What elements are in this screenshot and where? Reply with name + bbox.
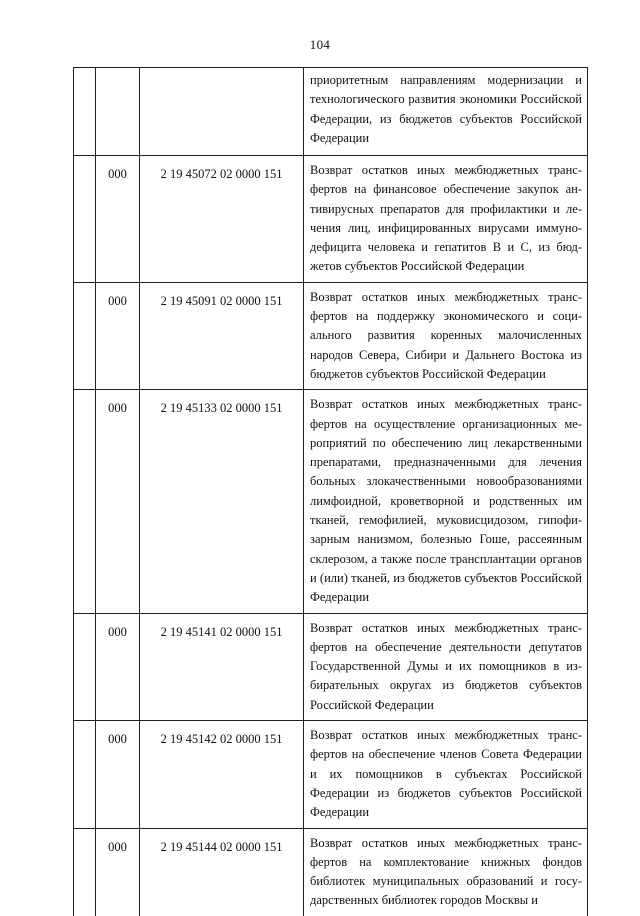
- budget-codes-table: [73, 67, 588, 916]
- budget-code-cell: [140, 68, 304, 156]
- admin-code-cell: 000: [96, 282, 140, 389]
- budget-code-cell: 2 19 45072 02 0000 151: [140, 156, 304, 283]
- admin-code-cell: 000: [96, 828, 140, 916]
- description-cell: Возврат остатков иных межбюджетных трансфертов на финансовое обеспечение закупок антивирусных препаратов для профилактики и лечения лиц, инфицированных вирусами иммунодефицита человека и гепатитов В и С, из бюджетов субъектов Российской Федерации: [304, 156, 588, 283]
- margin-cell: [74, 721, 96, 828]
- table-row: [74, 282, 588, 389]
- admin-code-cell: 000: [96, 721, 140, 828]
- budget-code-cell: 2 19 45091 02 0000 151: [140, 282, 304, 389]
- description-cell: Возврат остатков иных межбюджетных трансфертов на поддержку экономического и социального развития коренных малочисленных народов Севера, Сибири и Дальнего Востока из бюджетов субъектов Российской Федерации: [304, 282, 588, 389]
- admin-code-cell: 000: [96, 613, 140, 720]
- margin-cell: [74, 613, 96, 720]
- description-cell: Возврат остатков иных межбюджетных трансфертов на обеспечение членов Совета Федерации и их помощников в субъектах Российской Федерации из бюджетов субъектов Российской Федерации: [304, 721, 588, 828]
- table-row: [74, 721, 588, 828]
- description-cell: Возврат остатков иных межбюджетных трансфертов на комплектование книжных фондов библиотек муниципальных образований и государственных библиотек городов Москвы и: [304, 828, 588, 916]
- description-cell: Возврат остатков иных межбюджетных трансфертов на обеспечение деятельности депутатов Государственной Думы и их помощников в избирательных округах из бюджетов субъектов Российской Федерации: [304, 613, 588, 720]
- table-row: [74, 613, 588, 720]
- table-row: [74, 390, 588, 613]
- table-row: [74, 156, 588, 283]
- budget-code-cell: 2 19 45144 02 0000 151: [140, 828, 304, 916]
- margin-cell: [74, 68, 96, 156]
- admin-code-cell: 000: [96, 390, 140, 613]
- margin-cell: [74, 828, 96, 916]
- description-cell: Возврат остатков иных межбюджетных трансфертов на осуществление организационных мероприятий по обеспечению лиц лекарственными препаратами, предназначенными для лечения больных злокачественными новообразованиями лимфоидной, кроветворной и родственных им тканей, гемофилией, муковисцидозом, гипофизарным нанизмом, болезнью Гоше, рассеянным склерозом, а также после трансплантации органов и (или) тканей, из бюджетов субъектов Российской Федерации: [304, 390, 588, 613]
- admin-code-cell: [96, 68, 140, 156]
- admin-code-cell: 000: [96, 156, 140, 283]
- budget-code-cell: 2 19 45141 02 0000 151: [140, 613, 304, 720]
- page-number: 104: [309, 37, 331, 52]
- table-row: [74, 68, 588, 156]
- margin-cell: [74, 390, 96, 613]
- table-row: [74, 828, 588, 916]
- budget-code-cell: 2 19 45142 02 0000 151: [140, 721, 304, 828]
- budget-code-cell: 2 19 45133 02 0000 151: [140, 390, 304, 613]
- description-cell: приоритетным направлениям модернизации и технологического развития экономики Российской Федерации, из бюджетов субъектов Российской Федерации: [304, 68, 588, 156]
- margin-cell: [74, 156, 96, 283]
- margin-cell: [74, 282, 96, 389]
